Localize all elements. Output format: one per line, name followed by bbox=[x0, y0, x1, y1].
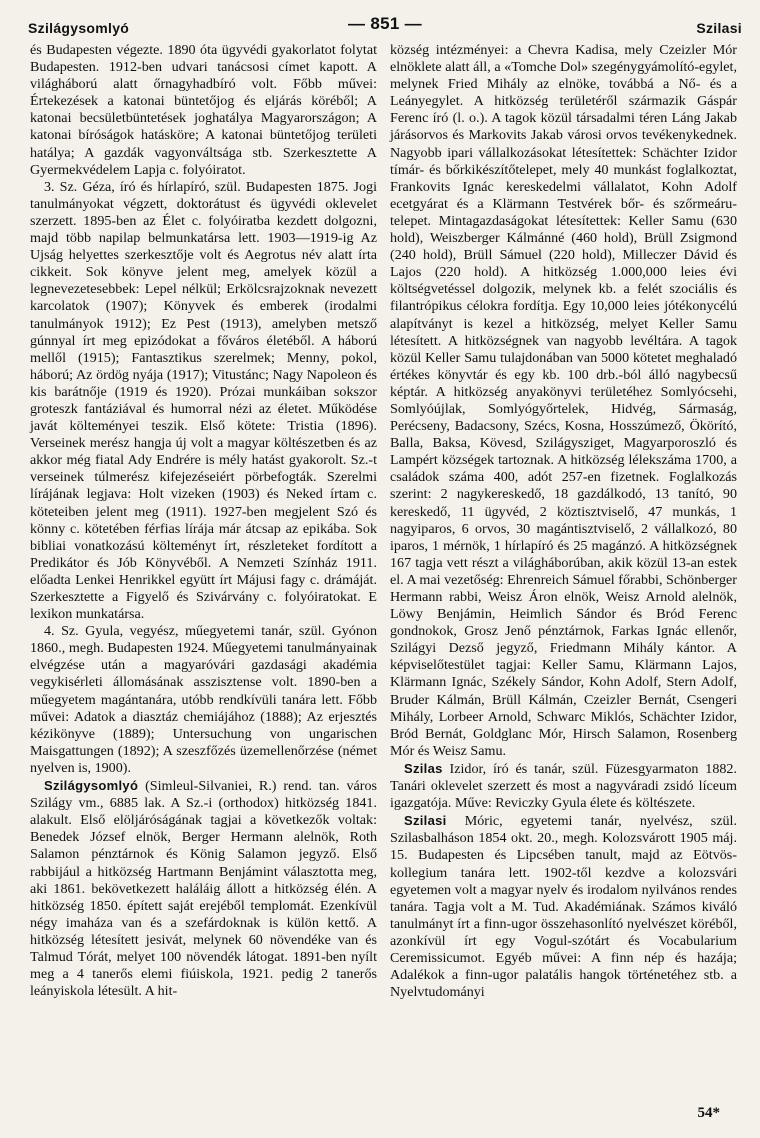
paragraph: község intézményei: a Chevra Kadisa, mely Czeizler Mór elnöklete alatt áll, a «Tomche Dol» szegénygyámolító-egylet, melynek Fried Mihály az elnöke, továbbá a Nő- és a Leányegylet. A hitközség területéről származik Gáspár Ferenc író (l. o.). A tagok közül társadalmi téren Láng Jakab járásorvos és Markovits Jakab városi orvos tevékenykednek. Nagyobb ipari vállalkozásokat létesítettek: Schächter Izidor tímár- és bőrkikészítőtelepet, mely 40 munkást foglalkoztat, Frankovits Ignác kereskedelmi vállalatot, Kohn Adolf ecetgyárat és a Klärmann Testvérek bőr- és szőrmeáru-telepet. Mintagazdaságokat létesítettek: Keller Samu (630 hold), Weiszberger Kálmánné (460 hold), Brüll Zsigmond (240 hold), Brüll Sámuel (220 hold), Milleczer Dávid és Lajos (220 hold). A hitközség 1.000,000 leies évi költségvetéssel dolgozik, melynek kb. a felét szociális és filantrópikus célokra fordítja. Egy 10,000 leies jótékonycélú alapítványt is kezel a hitközség, melyet Keller Samu létesített. A hitközségnek van nagyobb levéltára. A tagok közül Keller Samu tulajdonában van 5000 kötetet meghaladó értékes könyvtár és egy kb. 100 drb.-ból álló nagybecsű képtár. A hitközség anyakönyvi területéhez Somlyócsehi, Somlyóújlak, Somlyógyőrtelek, Hidvég, Sármaság, Perécseny, Badacsony, Szécs, Kosna, Hosszúmező, Ökörító, Balla, Baksa, Kövesd, Szilágysziget, Magyarporoszló és Lampért községek tartoznak. A hitközség lélekszáma 1700, a családok száma 400, adót 257-en fizetnek. Foglalkozás szerint: 2 nagykereskedő, 18 gazdálkodó, 13 tanító, 90 kereskedő, 11 ügyvéd, 2 köztisztviselő, 47 munkás, 1 nagyiparos, 6 orvos, 30 magántisztviselő, 2 vállalkozó, 80 iparos, 1 mérnök, 1 hírlapíró és 25 magánzó. A hitközségnek 167 tagja vett részt a világháborúban, akik közül 13-an estek el. A mai vezetőség: Ehrenreich Sámuel főrabbi, Schönberger Hermann rabbi, Weisz Áron elnök, Weisz Arnold alelnök, Löwy Benjámin, Heimlich Sándor és Bród Ferenc gondnokok, Grosz Jenő pénztárnok, Farkas Ignác ellenőr, Szilágyi Dezső jegyző, Friedmann Mihály kántor. A képviselőtestület tagjai: Keller Samu, Klärmann Lajos, Klärmann Ignác, Székely Sándor, Kohn Adolf, Stern Adolf, Bruder Kálmán, Brüll Kálmán, Czeizler Bernát, Csengeri Mihály, Lorbeer Arnold, Schwarc Miklós, Schächter Izidor, Bród Bernát, Goldglanc Mór, Hirsch Salamon, Rosenberg Mór és Weisz Samu. bbox=[390, 42, 737, 759]
entry-text: (Simleul-Silvaniei, R.) rend. tan. város Szilágy vm., 6885 lak. A Sz.-i (orthodox) hitközség 1841. alakult. Első elöljáróságának tagjai a következők voltak: Benedek József elnök, Berger Hermann alelnök, Roth Salamon pénztárnok és König Salamon jegyző. Első rabbijául a hitközség Hartmann Benjámint választotta meg, aki 1861. bekövetkezett haláláig állott a hitközség élén. A hitközség 1850. épített saját erejéből templomát. Ezenkívül négy imaháza van és a szefárdoknak is külön kettő. A hitközség létesített jesivát, melynek 60 növendéke van és Talmud Tórát, melyet 100 növendék látogat. 1891-ben nyílt meg a 4 tanerős elemi fiúiskola, 1921. pedig 2 tanerős leányiskola létesült. A hit- bbox=[30, 778, 377, 1000]
entry-szilasi bbox=[390, 812, 737, 1001]
entry-szilagysomlyo bbox=[30, 777, 377, 1000]
entry-szilas bbox=[390, 760, 737, 812]
right-column bbox=[390, 42, 737, 1001]
entry-text: Móric, egyetemi tanár, nyelvész, szül. Szilasbalháson 1854 okt. 20., megh. Kolozsvárott 1905 máj. 15. Budapesten és Lipcsében tanult, majd az Eötvös-kollegium tanára lett. 1902-től kezdve a kolozsvári egyetemen volt a magyar nyelv és irodalom nyilvános rendes tanára. Tagja volt a M. Tud. Akadémiának. Számos kiváló tanulmányt írt a finn-ugor összehasonlító nyelvészet köréből, azonkívül írt egy Vogul-szótárt és Vocabularium Ceremissicumot. Egyéb művei: A finn nép és hazája; Adalékok a finn-ugor palatális hangok történetéhez stb. a Nyelvtudományi bbox=[390, 813, 737, 1001]
paragraph: 4. Sz. Gyula, vegyész, műegyetemi tanár, szül. Gyónon 1860., megh. Budapesten 1924. Műegyetemi tanulmányainak elvégzése után a magyaróvári gazdasági akadémia vegykisérleti állomásának asszisztense volt. 1890-ben a műegyetem magántanára, utóbb rendkívüli tanára lett. Főbb művei: Adatok a diasztáz chemiájához (1888); Az erjesztés kézikönyve (1889); Untersuchung von ungarischen Maisgattungen (1892); A szeszfőzés üzemellenőrzése (német nyelven is, 1900). bbox=[30, 623, 377, 776]
entry-text: Izidor, író és tanár, szül. Füzesgyarmaton 1882. Tanári oklevelet szerzett és most a nagyváradi zsidó líceum igazgatója. Műve: Reviczky Gyula élete és költészete. bbox=[390, 760, 737, 812]
header-right: Szilasi bbox=[696, 20, 742, 36]
entry-headword: Szilas bbox=[404, 760, 443, 776]
page-number: — 851 — bbox=[348, 14, 422, 33]
entry-headword: Szilasi bbox=[404, 813, 447, 829]
entry-headword: Szilágysomlyó bbox=[44, 778, 139, 794]
header-left: Szilágysomlyó bbox=[28, 20, 130, 36]
paragraph: 3. Sz. Géza, író és hírlapíró, szül. Budapesten 1875. Jogi tanulmányokat végzett, doktorátust és ügyvédi oklevelet szerzett. 1895-ben az Élet c. folyóiratba kezdett dolgozni, majd több napilap belmunkatársa lett. 1903—1919-ig Az Ujság helyettes szerkesztője volt és Aegrotus név alatt írta cikkeit. Sok könyve jelent meg, amelyek közül a legnevezetesebbek: Lepel nélkül; Erkölcsrajzoknak nevezett karcolatok (1907); Könyvek és emberek (irodalmi tanulmányok 1912); Ez Pest (1913), amelyben metsző gúnnyal írt meg epizódokat a főváros életéből. A háború mellől (1915); Fantasztikus szerelmek; Menny, pokol, háború; Az ördög nyája (1917); Vitustánc; Nagy Napoleon és kis barátnője (1919 és 1920). Prózai munkáiban sokszor groteszk fantáziával és humorral nézi az életet. Működése javát költeményei teszik. Első kötete: Tristia (1896). Verseinek merész hangja új volt a magyar költészetben és az akkor még fiatal Ady Endrére is mély hatást gyakorolt. Sz.-t verseinek túlmerész kifejezéseiért pörbefogták. Szerelmi lírájának legjava: Holt vizeken (1903) és Neked írtam c. köteteiben jelent meg (1911). 1927-ben megjelent Szó és könny c. kötetében férfias lírája már átcsap az epikába. Sok bibliai vonatkozású költeményt írt, részleteket fordított a Predikátor és Jób Könyvéből. A Nemzeti Színház 1911. előadta Lenkei Henrikkel együtt írt Májusi fagy c. drámáját. Szerkesztette a Figyelő és Szivárvány c. folyóiratokat. E lexikon munkatársa. bbox=[30, 178, 377, 623]
running-header bbox=[28, 14, 742, 36]
paragraph: és Budapesten végezte. 1890 óta ügyvédi gyakorlatot folytat Budapesten. 1912-ben udvari tanácsosi címet kapott. A világháború alatt őrnagyhadbíró volt. Főbb művei: Értekezések a katonai büntetőjog és eljárás köréből; A katonai becsületbüntetések joghatálya Magyarországon; A katonai bíróságok hatásköre; A katonai büntetőjog területi hatálya; A gazdák vagyonváltsága stb. Szerkesztette A Gyermekvédelem Lapja c. folyóiratot. bbox=[30, 42, 377, 178]
signature-mark: 54* bbox=[697, 1105, 720, 1121]
left-column bbox=[30, 42, 377, 1000]
